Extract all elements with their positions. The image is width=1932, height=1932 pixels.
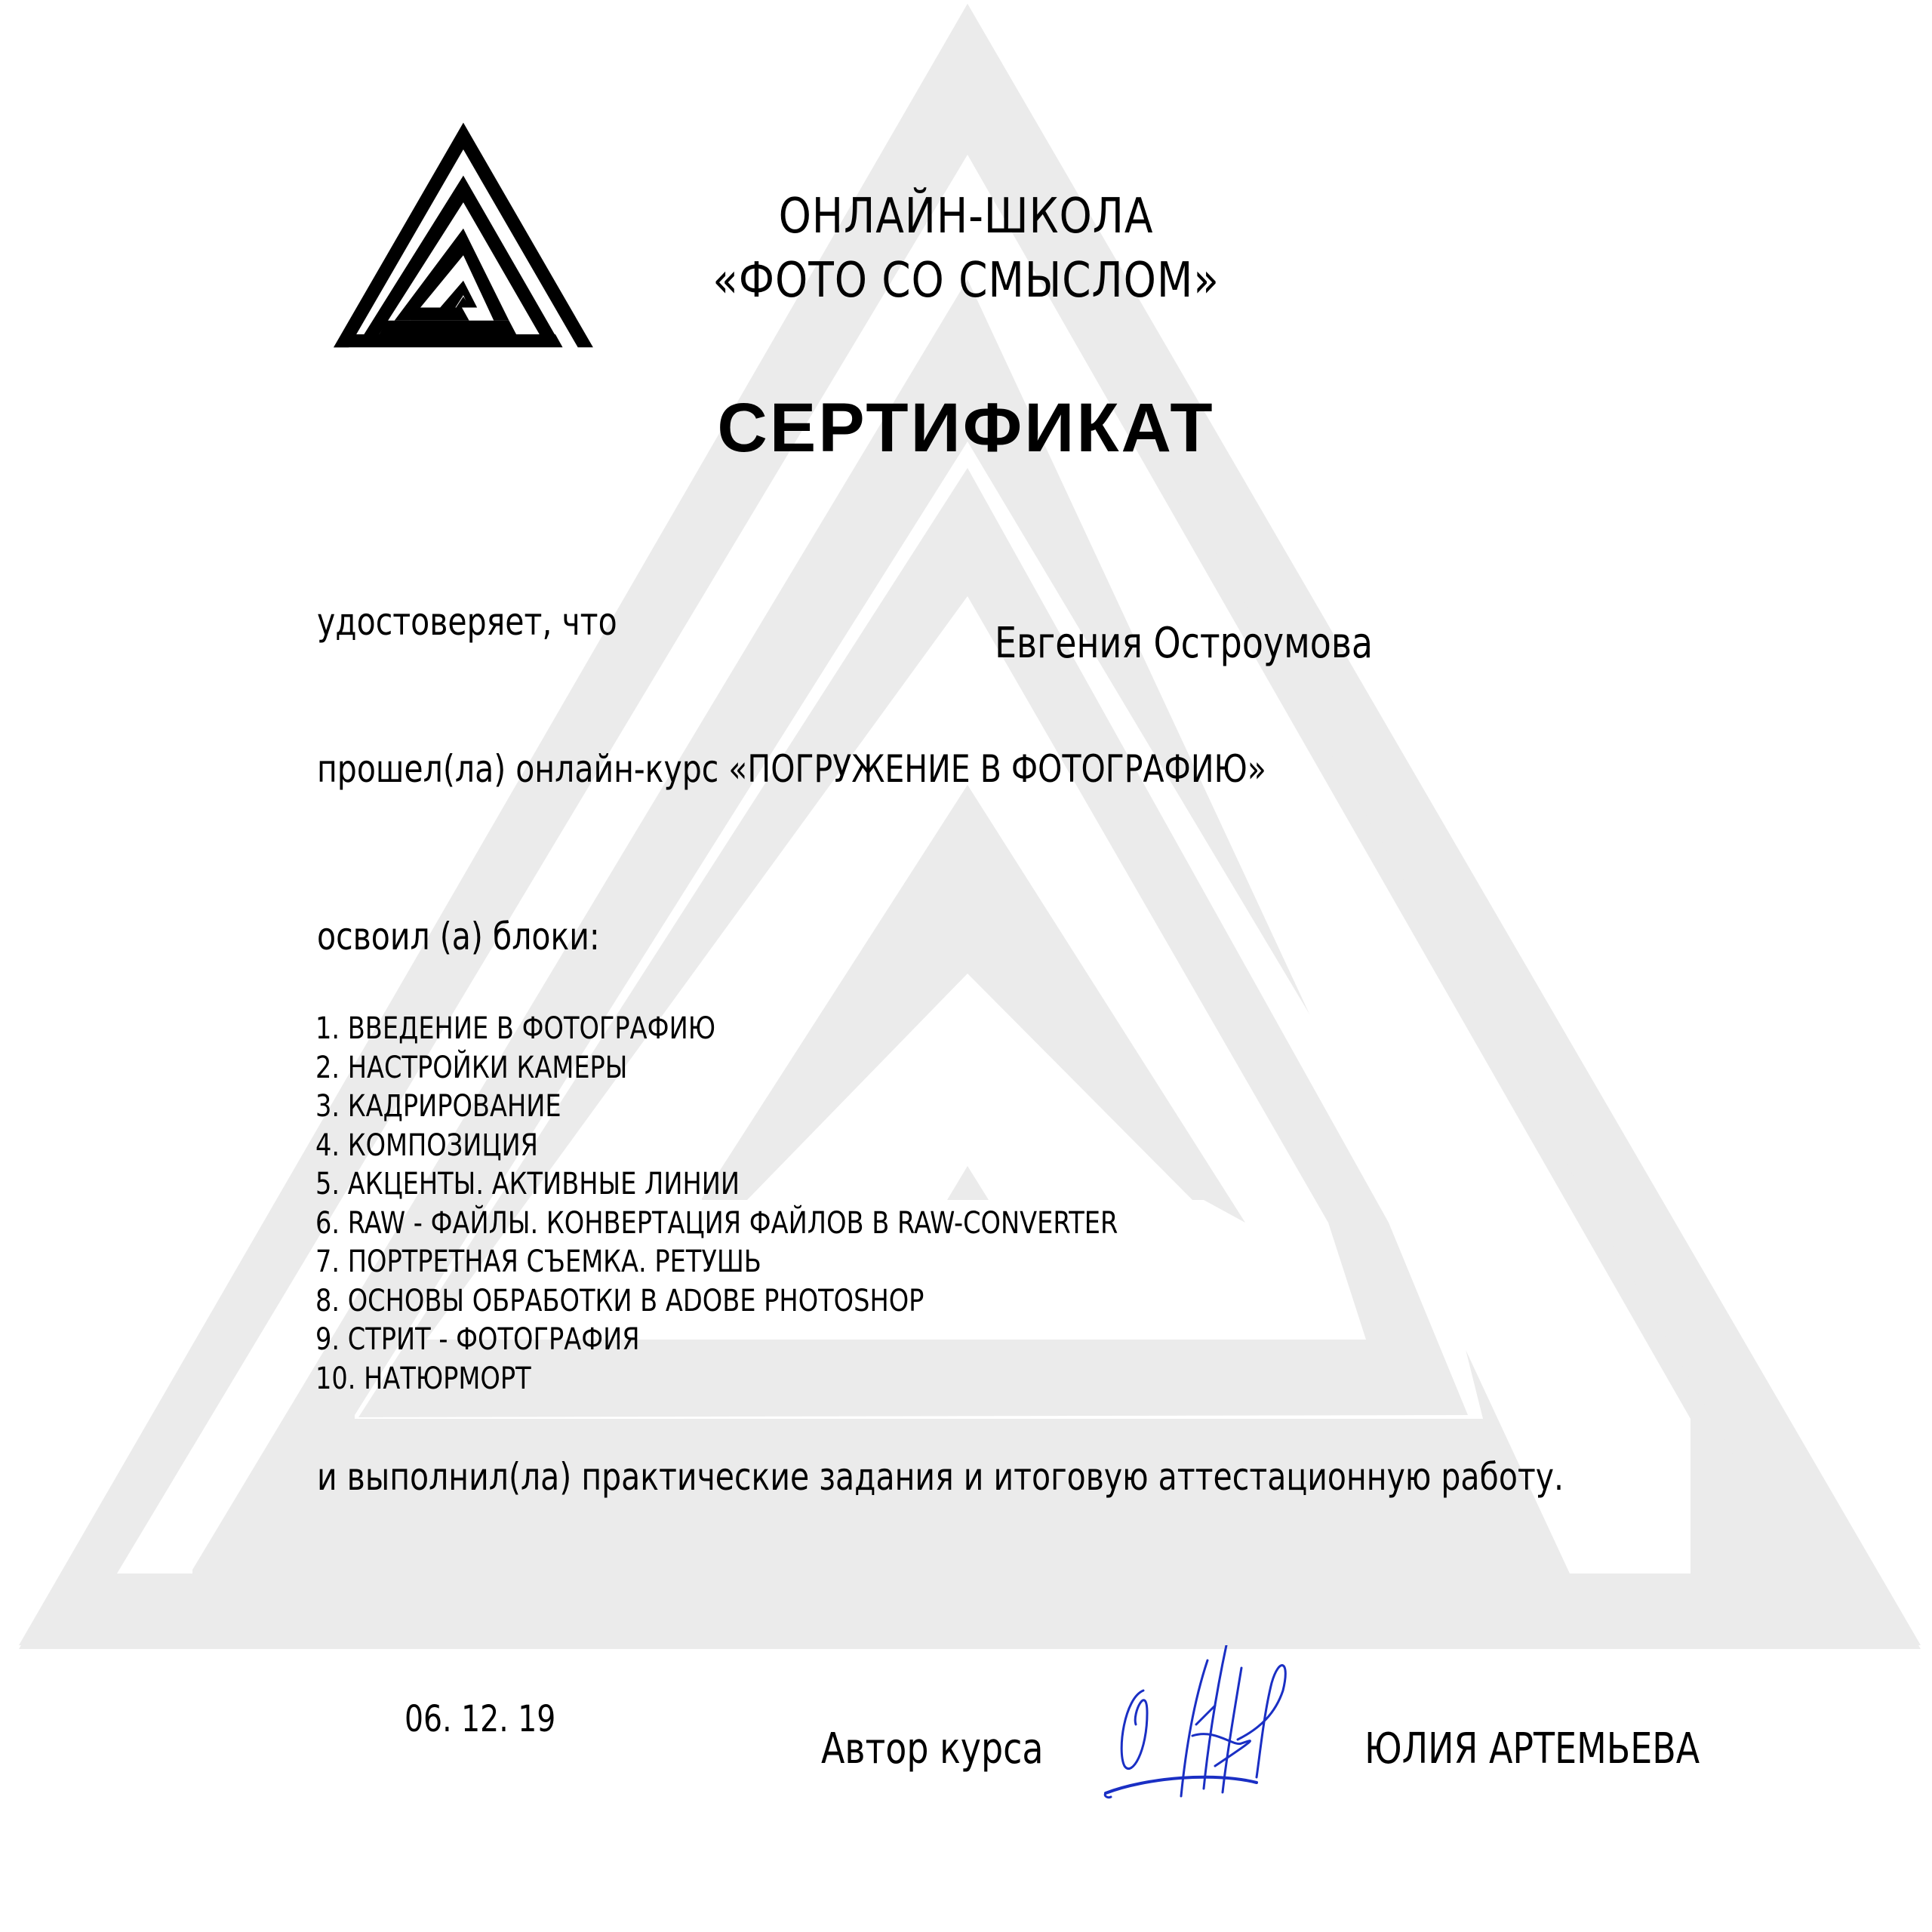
blocks-list (315, 1010, 1271, 1398)
list-item: 4. КОМПОЗИЦИЯ (315, 1128, 538, 1163)
list-item: 5. АКЦЕНТЫ. АКТИВНЫЕ ЛИНИИ (315, 1167, 740, 1201)
author-name: ЮЛИЯ АРТЕМЬЕВА (1364, 1724, 1700, 1774)
completion-line: и выполнил(ла) практические задания и итоговую аттестационную работу. (317, 1455, 1564, 1499)
list-item: 2. НАСТРОЙКИ КАМЕРЫ (315, 1050, 628, 1085)
blocks-label: освоил (а) блоки: (317, 915, 600, 958)
signature-icon (1102, 1645, 1389, 1819)
issue-date: 06. 12. 19 (405, 1698, 556, 1740)
certifies-label: удостоверяет, что (317, 600, 617, 644)
certificate-title: СЕРТИФИКАТ (717, 389, 1215, 466)
list-item: 3. КАДРИРОВАНИЕ (315, 1089, 561, 1124)
school-name-line2: «ФОТО СО СМЫСЛОМ» (712, 253, 1220, 309)
list-item: 1. ВВЕДЕНИЕ В ФОТОГРАФИЮ (315, 1011, 716, 1046)
list-item: 8. ОСНОВЫ ОБРАБОТКИ В ADOBE PHOTOSHOP (315, 1283, 924, 1318)
school-name-line1: ОНЛАЙН-ШКОЛА (778, 189, 1154, 245)
list-item: 10. НАТЮРМОРТ (315, 1361, 531, 1396)
recipient-name: Евгения Остроумова (995, 619, 1374, 668)
list-item: 6. RAW - ФАЙЛЫ. КОНВЕРТАЦИЯ ФАЙЛОВ В RAW-CONVERTER (315, 1205, 1118, 1241)
list-item: 9. СТРИТ - ФОТОГРАФИЯ (315, 1322, 640, 1357)
course-line: прошел(ла) онлайн-курс «ПОГРУЖЕНИЕ В ФОТОГРАФИЮ» (317, 747, 1266, 791)
list-item: 7. ПОРТРЕТНАЯ СЪЕМКА. РЕТУШЬ (315, 1244, 761, 1279)
author-label: Автор курса (821, 1724, 1044, 1774)
